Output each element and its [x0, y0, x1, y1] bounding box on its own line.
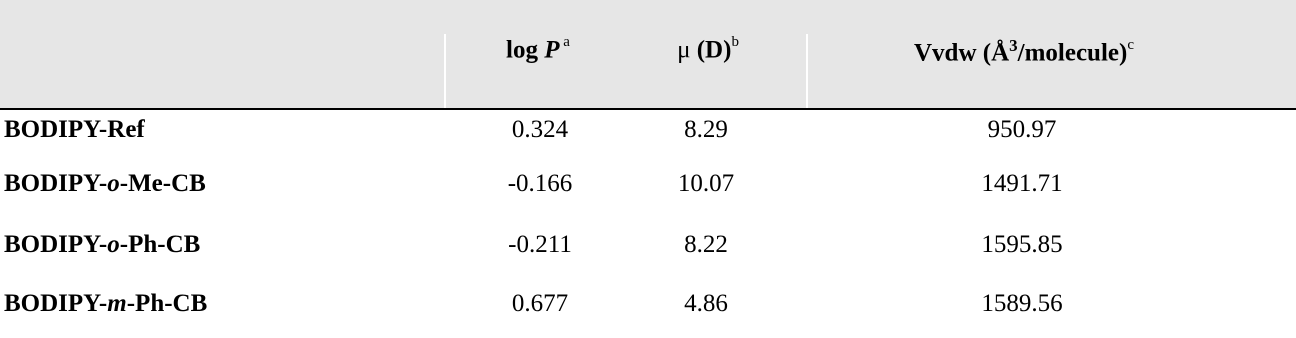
logp-value: 0.677 — [511, 290, 569, 317]
table-row — [0, 116, 1296, 164]
vvdw-value: 1491.71 — [981, 170, 1063, 197]
logp-value: -0.211 — [508, 231, 572, 258]
compound-name: BODIPY-o-Ph-CB — [4, 231, 201, 258]
vvdw-value: 1589.56 — [981, 290, 1063, 317]
table-row — [0, 170, 1296, 218]
header-rule — [0, 108, 1296, 110]
header-group-left — [444, 34, 808, 108]
logp-value: 0.324 — [511, 116, 569, 143]
compound-name: BODIPY-o-Me-CB — [4, 170, 206, 197]
compound-name: BODIPY-Ref — [4, 116, 145, 143]
compound-name: BODIPY-m-Ph-CB — [4, 290, 208, 317]
dipole-value: 10.07 — [677, 170, 735, 197]
column-header-logp: log P $^a$ — [506, 34, 570, 64]
vvdw-value: 1595.85 — [981, 231, 1063, 258]
table-row — [0, 290, 1296, 338]
table-row — [0, 231, 1296, 279]
logp-value: -0.166 — [507, 170, 573, 197]
column-header-vvdw: Vvdw $(Å^3/molecule)^c$ — [913, 36, 1135, 67]
vvdw-value: 950.97 — [987, 116, 1057, 143]
dipole-value: 8.22 — [684, 231, 728, 258]
dipole-value: 4.86 — [684, 290, 728, 317]
column-header-dipole: μ $(D)^b$ — [677, 34, 739, 64]
dipole-value: 8.29 — [684, 116, 728, 143]
